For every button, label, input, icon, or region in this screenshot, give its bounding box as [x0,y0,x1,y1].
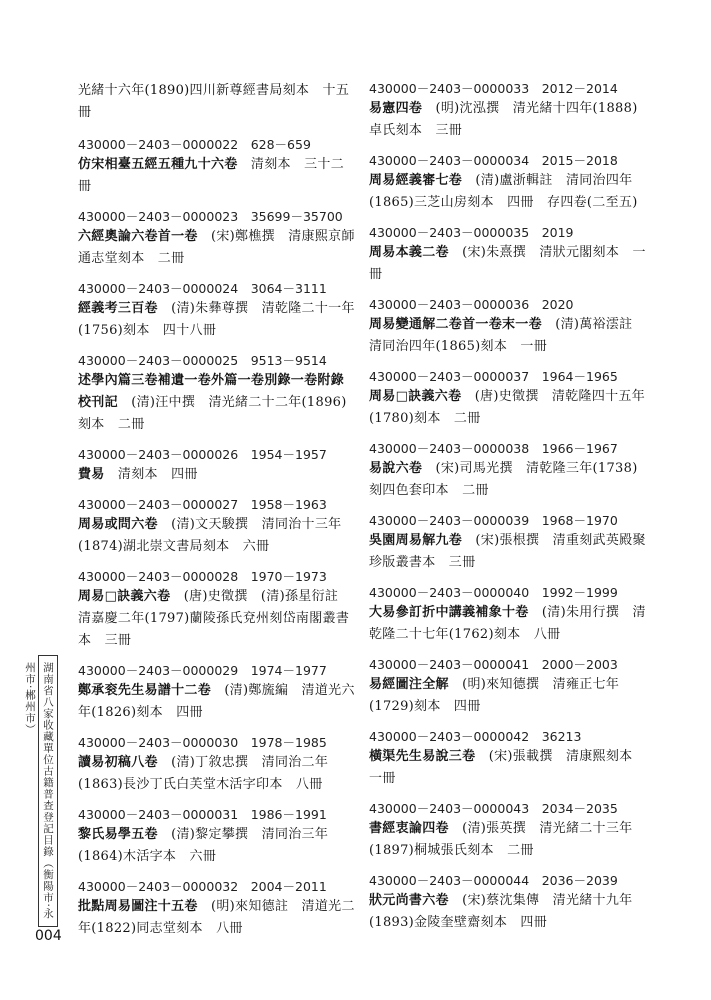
catalog-entry [369,296,647,358]
entry-title: 仿宋相臺五經五種九十六卷 [78,157,238,172]
left-column [78,80,356,950]
entry-body [369,530,647,574]
entry-id: 430000－2403－0000034 2015－2018 [369,153,618,168]
entry-title: 批點周易圖注十五卷 [78,899,198,914]
catalog-entry [369,152,647,214]
entry-title: 周易□訣義六卷 [78,589,171,604]
entry-id: 430000－2403－0000043 2034－2035 [369,801,618,816]
entry-description: (宋)司馬光撰 清乾隆三年(1738)刻四色套印本 二冊 [369,461,638,498]
entry-id: 430000－2403－0000022 628－659 [78,137,311,152]
catalog-entry [78,446,356,486]
catalog-entry [369,440,647,502]
entry-description: (清)朱用行撰 清乾隆二十七年(1762)刻本 八冊 [369,605,646,642]
entry-id: 430000－2403－0000028 1970－1973 [78,569,327,584]
catalog-entry [369,512,647,574]
catalog-entry [78,352,356,436]
entry-title: 吳園周易解九卷 [369,533,463,548]
entry-description: (清)盧浙輯註 清同治四年(1865)三芝山房刻本 四冊 存四卷(二至五) [369,173,638,210]
entry-id: 430000－2403－0000031 1986－1991 [78,807,327,822]
entry-body [78,680,356,724]
entry-id: 430000－2403－0000042 36213 [369,729,582,744]
entry-body [369,458,647,502]
catalog-entry [78,208,356,270]
catalog-entry [78,734,356,796]
catalog-entry [78,878,356,940]
entry-description: (宋)蔡沈集傳 清光緒十九年(1893)金陵奎壁齋刻本 四冊 [369,893,633,930]
entry-id: 430000－2403－0000035 2019 [369,225,574,240]
catalog-entry [78,806,356,868]
entry-title: 黎氏易學五卷 [78,827,158,842]
entry-body [78,586,356,652]
entry-description: (宋)鄭樵撰 清康熙京師通志堂刻本 二冊 [78,229,355,266]
entry-title: 書經衷論四卷 [369,821,449,836]
entry-body [78,464,356,486]
entry-body [78,896,356,940]
entry-body [369,674,647,718]
entry-body [369,314,647,358]
sidebar-title: 湖南省八家收藏單位古籍普查登記目錄（衡陽市·永州市·郴州市） [24,662,54,920]
right-column [369,80,647,944]
entry-body [78,514,356,558]
entry-description: (明)沈泓撰 清光緒十四年(1888)卓氏刻本 三冊 [369,101,638,138]
continuation-text: 光緒十六年(1890)四川新尊經書局刻本 十五冊 [78,83,350,120]
entry-description: (清)鄭旒編 清道光六年(1826)刻本 四冊 [78,683,355,720]
entry-id: 430000－2403－0000030 1978－1985 [78,735,327,750]
entry-body [78,370,356,436]
entry-title: 易憲四卷 [369,101,423,116]
entry-description: (唐)史徵撰 清乾隆四十五年(1780)刻本 二冊 [369,389,646,426]
right-entry-list [369,80,647,934]
entry-title: 周易本義二卷 [369,245,449,260]
entry-body [78,226,356,270]
entry-description: (清)萬裕澐註 清同治四年(1865)刻本 一冊 [369,317,646,354]
entry-description: (清)汪中撰 清光緒二十二年(1896)刻本 二冊 [78,395,347,432]
catalog-entry [369,800,647,862]
entry-id: 430000－2403－0000032 2004－2011 [78,879,327,894]
entry-description: (明)來知德註 清道光二年(1822)同志堂刻本 八冊 [78,899,355,936]
catalog-entry [369,368,647,430]
entry-description: (宋)張載撰 清康熙刻本 一冊 [369,749,646,786]
entry-description: 清刻本 四冊 [104,467,198,482]
entry-id: 430000－2403－0000023 35699－35700 [78,209,343,224]
entry-body [78,298,356,342]
entry-title: 易經圖注全解 [369,677,449,692]
catalog-entry [369,728,647,790]
entry-title: 鄭承衮先生易譜十二卷 [78,683,212,698]
entry-description: (清)張英撰 清光緒二十三年(1897)桐城張氏刻本 二冊 [369,821,633,858]
entry-description: (清)朱彝尊撰 清乾隆二十一年(1756)刻本 四十八冊 [78,301,355,338]
catalog-entry [78,136,356,198]
entry-title: 費易 [78,467,105,482]
entry-title: 易說六卷 [369,461,423,476]
entry-body [369,242,647,286]
entry-id: 430000－2403－0000036 2020 [369,297,574,312]
entry-body [369,746,647,790]
entry-id: 430000－2403－0000029 1974－1977 [78,663,327,678]
entry-title: 橫渠先生易說三卷 [369,749,476,764]
catalog-entry [369,872,647,934]
catalog-entry [78,496,356,558]
entry-title: 周易經義審七卷 [369,173,463,188]
entry-id: 430000－2403－0000033 2012－2014 [369,81,618,96]
entry-description: (宋)朱熹撰 清狀元閣刻本 一冊 [369,245,646,282]
entry-title: 狀元尚書六卷 [369,893,449,908]
left-entry-list [78,136,356,940]
entry-id: 430000－2403－0000025 9513－9514 [78,353,327,368]
catalog-entry [78,280,356,342]
entry-body [369,170,647,214]
catalog-entry [369,584,647,646]
entry-title: 六經奧論六卷首一卷 [78,229,198,244]
entry-description: 清刻本 三十二冊 [78,157,345,194]
catalog-entry [369,80,647,142]
entry-id: 430000－2403－0000040 1992－1999 [369,585,618,600]
sidebar-title-box [24,655,58,927]
catalog-entry [369,224,647,286]
entry-body [78,154,356,198]
entry-title: 述學內篇三卷補遺一卷外篇一卷別錄一卷附錄校刊記 [78,373,345,410]
entry-id: 430000－2403－0000038 1966－1967 [369,441,618,456]
entry-id: 430000－2403－0000044 2036－2039 [369,873,618,888]
entry-description: (宋)張根撰 清重刻武英殿聚珍版叢書本 三冊 [369,533,646,570]
entry-title: 大易參訂折中講義補象十卷 [369,605,529,620]
catalog-entry [78,568,356,652]
entry-body [369,602,647,646]
entry-title: 周易或問六卷 [78,517,158,532]
entry-body [369,890,647,934]
entry-title: 讀易初稿八卷 [78,755,158,770]
catalog-entry [369,656,647,718]
page-number: 004 [35,928,62,944]
catalog-entry [78,662,356,724]
entry-body [78,824,356,868]
entry-title: 經義考三百卷 [78,301,158,316]
entry-body [369,386,647,430]
entry-description: (唐)史徵撰 (清)孫星衍註 清嘉慶二年(1797)蘭陵孫氏兗州刻岱南閣叢書本 三冊 [78,589,352,648]
entry-id: 430000－2403－0000027 1958－1963 [78,497,327,512]
entry-id: 430000－2403－0000026 1954－1957 [78,447,327,462]
entry-description: (明)來知德撰 清雍正七年(1729)刻本 四冊 [369,677,620,714]
entry-id: 430000－2403－0000039 1968－1970 [369,513,618,528]
entry-id: 430000－2403－0000024 3064－3111 [78,281,327,296]
entry-id: 430000－2403－0000037 1964－1965 [369,369,618,384]
entry-body [78,752,356,796]
entry-id: 430000－2403－0000041 2000－2003 [369,657,618,672]
entry-description: (清)文天駿撰 清同治十三年(1874)湖北崇文書局刻本 六冊 [78,517,342,554]
entry-title: 周易變通解二卷首一卷末一卷 [369,317,542,332]
entry-title: 周易□訣義六卷 [369,389,462,404]
entry-description: (清)黎定攀撰 清同治三年(1864)木活字本 六冊 [78,827,329,864]
entry-body [369,818,647,862]
entry-body [369,98,647,142]
entry-description: (清)丁敘忠撰 清同治二年(1863)長沙丁氏白芙堂木活字印本 八冊 [78,755,329,792]
